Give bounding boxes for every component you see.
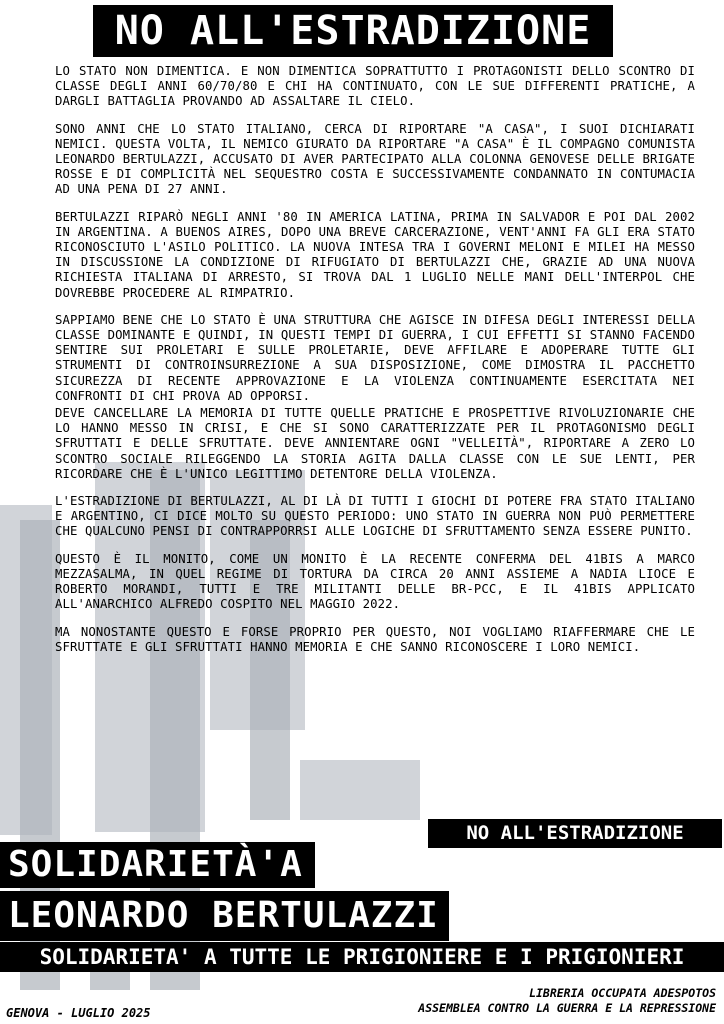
background-photo-fragment — [300, 760, 420, 820]
signatories — [356, 986, 716, 1016]
body-text — [55, 64, 695, 667]
paragraph: BERTULAZZI RIPARÒ NEGLI ANNI '80 IN AMERICA LATINA, PRIMA IN SALVADOR E POI DAL 2002 IN ARGENTINA. A BUENOS AIRES, DOPO UNA BREVE CARCERAZIONE, VENT'ANNI FA GLI ERA STATO RICONOSCIUTO L'ASILO POLITICO. LA NUOVA INTESA TRA I GOVERNI MELONI E MILEI HA MESSO IN DISCUSSIONE LA CONDIZIONE DI RIFUGIATO DI BERTULAZZI CHE, GRAZIE AD UNA NUOVA RICHIESTA ITALIANA DI ARRESTO, SI TROVA DAL 1 LUGLIO NELLE MANI DELL'INTERPOL CHE DOVREBBE PROCEDERE AL RIMPATRIO. — [55, 209, 695, 300]
paragraph: L'ESTRADIZIONE DI BERTULAZZI, AL DI LÀ DI TUTTI I GIOCHI DI POTERE FRA STATO ITALIANO E ARGENTINO, CI DICE MOLTO SU QUESTO PERIODO: UNO STATO IN GUERRA NON PUÒ PERMETTERE CHE QUALCUNO PENSI DI CONTRAPPORRSI ALLE LOGICHE DI SFRUTTAMENTO SENZA ESSERE PUNITO. — [55, 494, 695, 539]
solidarity-heading: SOLIDARIETÀ'A — [0, 842, 315, 888]
paragraph: DEVE CANCELLARE LA MEMORIA DI TUTTE QUELLE PRATICHE E PROSPETTIVE RIVOLUZIONARIE CHE LO HANNO MESSO IN CRISI, E CHE SI SONO CARATTERIZZATE PER IL PROTAGONISMO DEGLI SFRUTTATI E DELLE SFRUTTATE. DEVE ANNIENTARE OGNI "VELLEITÀ", RIPORTARE A ZERO LO SCONTRO SOCIALE RILEGGENDO LA STORIA AGITA DALLA CLASSE CON LE SUE LENTI, PER RICORDARE CHE È L'UNICO LEGITTIMO DETENTORE DELLA VIOLENZA. — [55, 406, 695, 481]
signatory-1: LIBRERIA OCCUPATA ADESPOTOS — [529, 986, 716, 1000]
paragraph: QUESTO È IL MONITO, COME UN MONITO È LA RECENTE CONFERMA DEL 41BIS A MARCO MEZZASALMA, IN QUEL REGIME DI TORTURA DA CIRCA 20 ANNI ASSIEME A NADIA LIOCE E ROBERTO MORANDI, TUTTI E TRE MILITANTI DELLE BR-PCC, E IL 41BIS APPLICATO ALL'ANARCHICO ALFREDO COSPITO NEL MAGGIO 2022. — [55, 551, 695, 612]
paragraph: SAPPIAMO BENE CHE LO STATO È UNA STRUTTURA CHE AGISCE IN DIFESA DEGLI INTERESSI DELLA CLASSE DOMINANTE E QUINDI, IN QUESTI TEMPI DI GUERRA, I CUI EFFETTI SI STANNO FACENDO SENTIRE SUI PROLETARI E SULLE PROLETARIE, DEVE AFFILARE E ADOPERARE TUTTE GLI STRUMENTI DI CONTROINSURREZIONE A SUA DISPOSIZIONE, COME DIMOSTRA IL PACCHETTO SICUREZZA DI RECENTE APPROVAZIONE E LA VIOLENZA CONTINUAMENTE ESERCITATA NEI CONFRONTI DI CHI PROVA AD OPPORSI. — [55, 312, 695, 403]
paragraph: LO STATO NON DIMENTICA. E NON DIMENTICA SOPRATTUTTO I PROTAGONISTI DELLO SCONTRO DI CLASSE DEGLI ANNI 60/70/80 E CHI HA CONTINUATO, CON LE SUE DIFFERENTI PRATICHE, A DARGLI BATTAGLIA PROVANDO AD ASSALTARE IL CIELO. — [55, 64, 695, 109]
signatory-2: ASSEMBLEA CONTRO LA GUERRA E LA REPRESSIONE — [418, 1001, 716, 1015]
prisoners-solidarity-banner: SOLIDARIETA' A TUTTE LE PRIGIONIERE E I PRIGIONIERI — [0, 942, 724, 972]
paragraph: SONO ANNI CHE LO STATO ITALIANO, CERCA DI RIPORTARE "A CASA", I SUOI DICHIARATI NEMICI. QUESTA VOLTA, IL NEMICO GIURATO DA RIPORTARE "A CASA" È IL COMPAGNO COMUNISTA LEONARDO BERTULAZZI, ACCUSATO DI AVER PARTECIPATO ALLA COLONNA GENOVESE DELLE BRIGATE ROSSE E DI COMPLICITÀ NEL SEQUESTRO COSTA E SUCCESSIVAMENTE CONDANNATO IN CONTUMACIA AD UNA PENA DI 27 ANNI. — [55, 121, 695, 197]
page-title: NO ALL'ESTRADIZIONE — [93, 5, 613, 57]
background-photo-fragment — [90, 970, 130, 990]
name-heading: LEONARDO BERTULAZZI — [0, 891, 449, 941]
place-date: GENOVA - LUGLIO 2025 — [6, 1006, 151, 1020]
side-slogan-banner: NO ALL'ESTRADIZIONE — [428, 819, 722, 848]
paragraph: MA NONOSTANTE QUESTO E FORSE PROPRIO PER QUESTO, NOI VOGLIAMO RIAFFERMARE CHE LE SFRUTTATE E GLI SFRUTTATI HANNO MEMORIA E CHE SANNO RICONOSCERE I LORO NEMICI. — [55, 624, 695, 654]
